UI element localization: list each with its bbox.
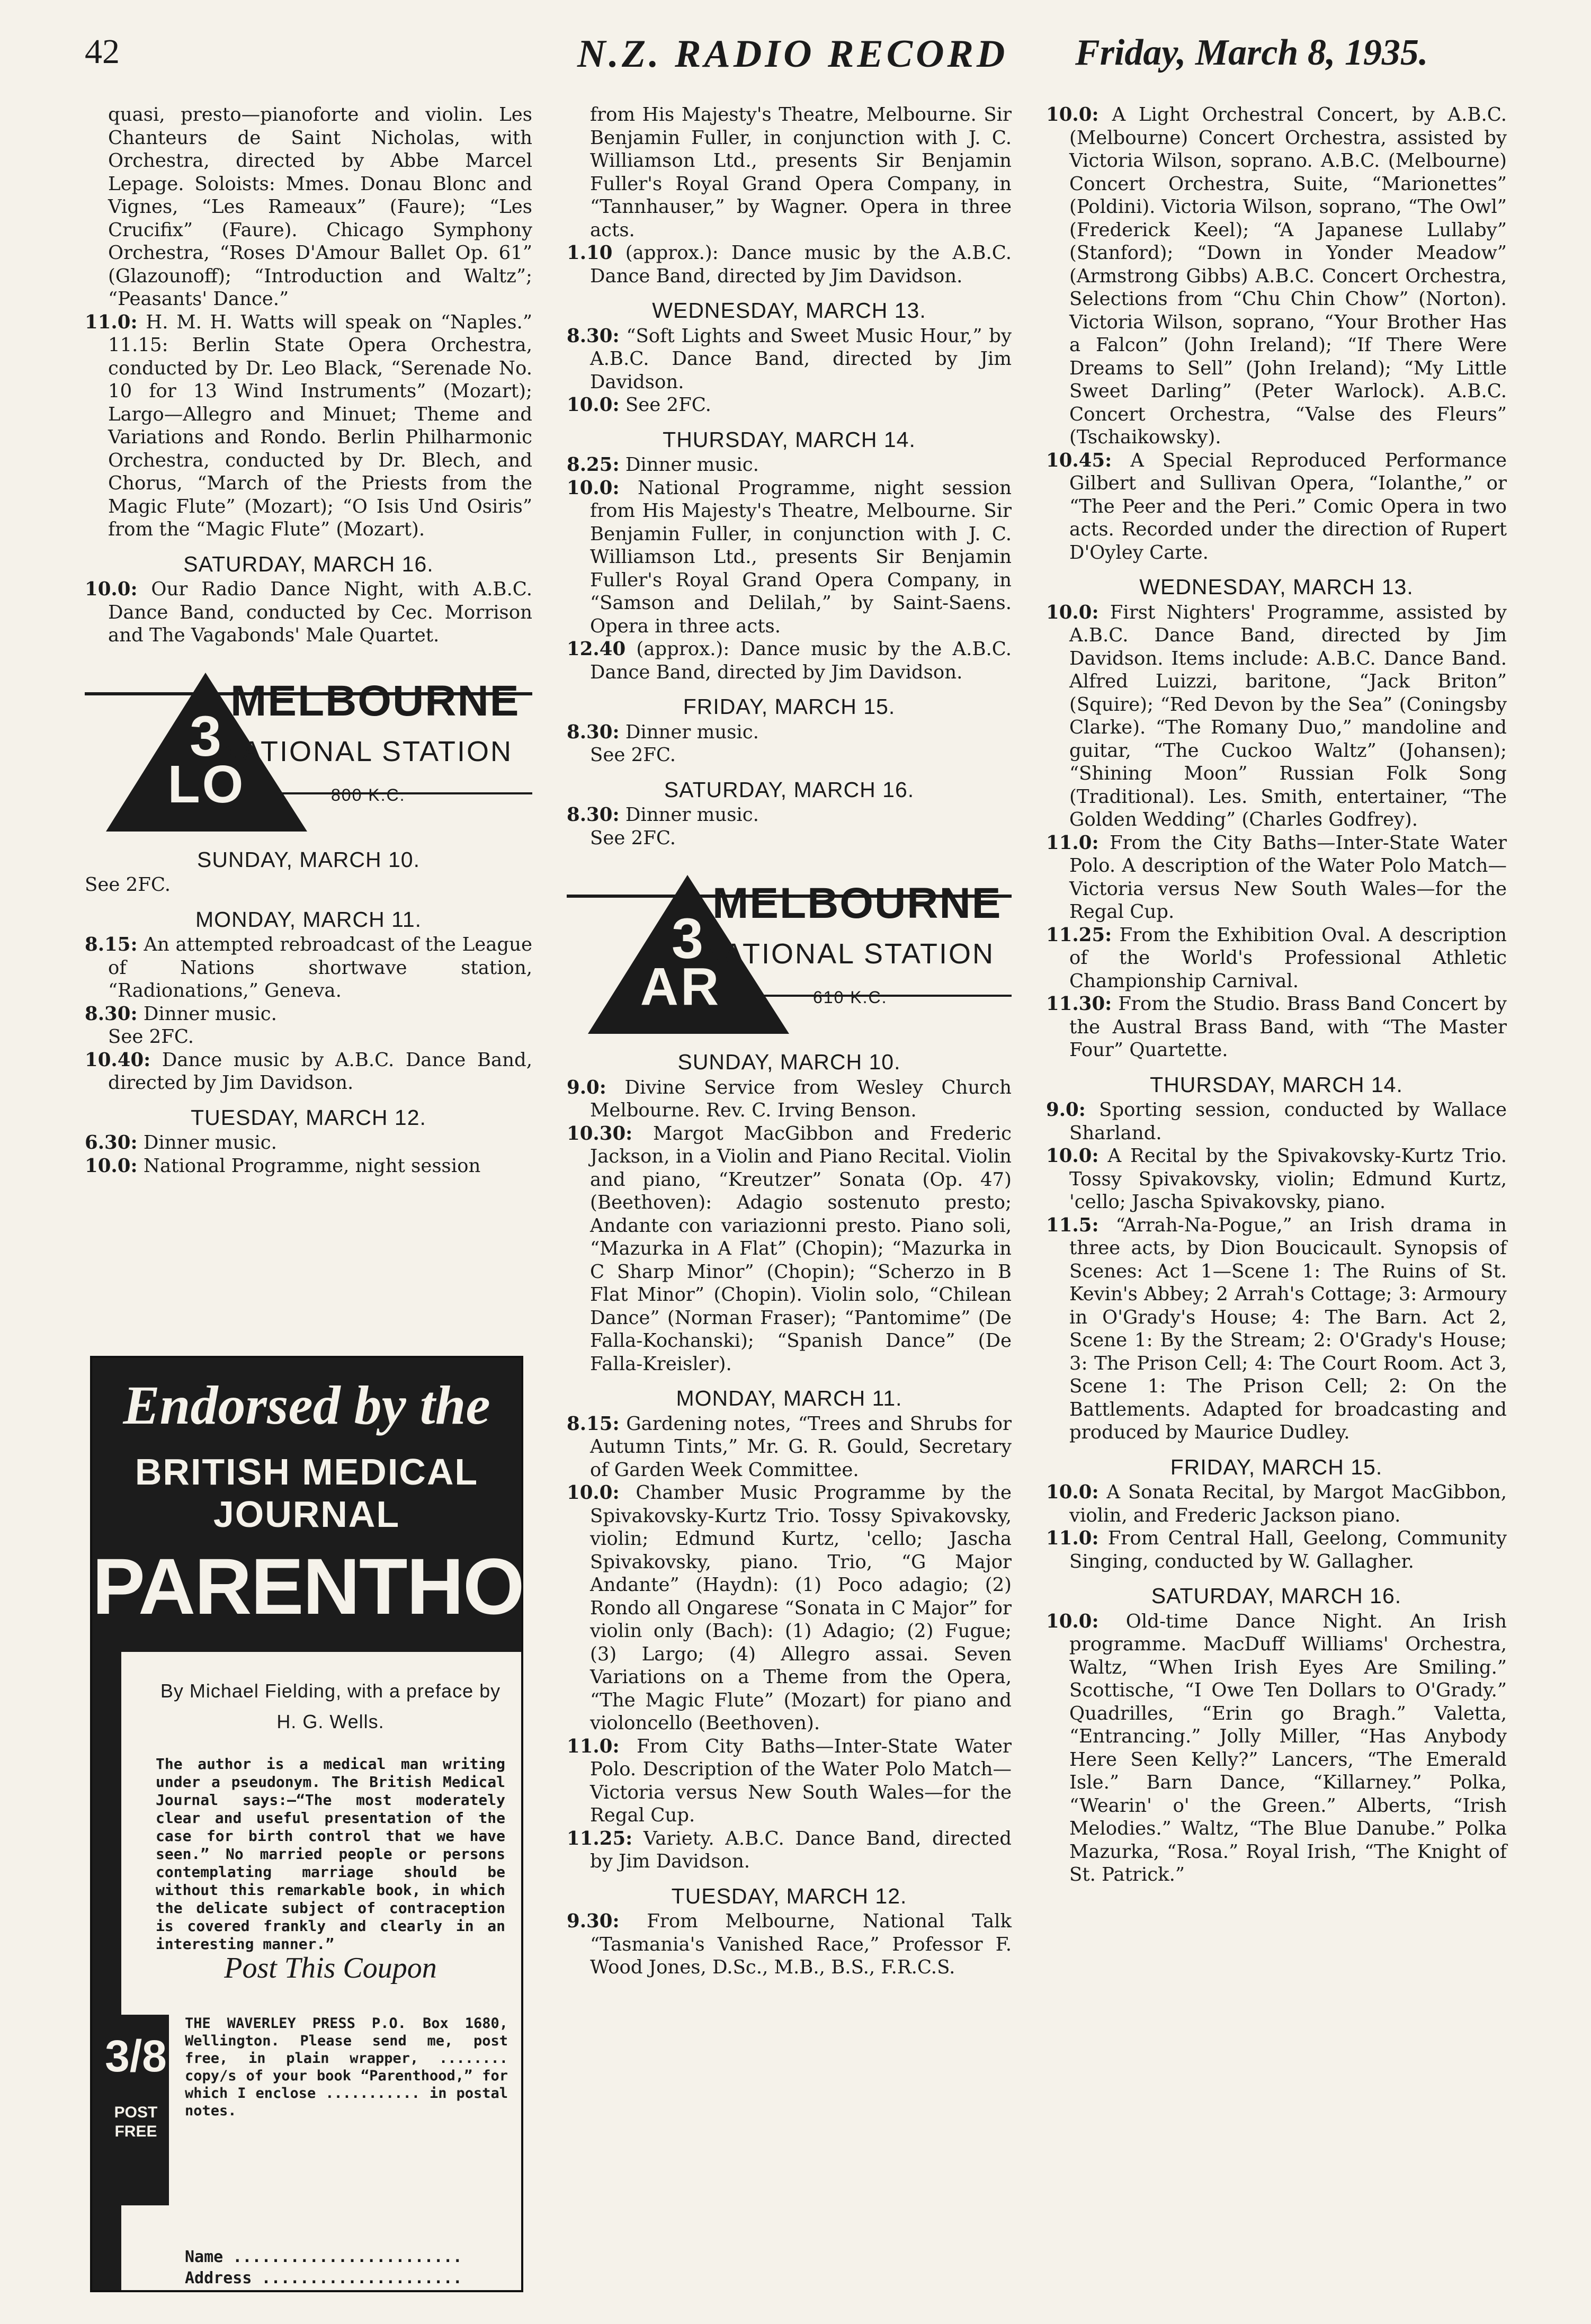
entry-text: Gardening notes, “Trees and Shrubs for Autumn Tints,” Mr. G. R. Gould, Secretary of Garden Week Committee. — [590, 1413, 1012, 1481]
ad-post-free: POST FREE — [114, 2104, 158, 2140]
programme-entry — [567, 1910, 1012, 1979]
entry-time: 10.0: — [1046, 1610, 1099, 1632]
programme-entry — [567, 638, 1012, 684]
station-subtitle: NATIONAL STATION — [702, 938, 995, 970]
programme-entry — [85, 1003, 532, 1026]
entry-text: “Soft Lights and Sweet Music Hour,” by A.B.C. Dance Band, directed by Jim Davidson. — [590, 325, 1012, 393]
entry-text: National Programme, night session from His Majesty's Theatre, Melbourne. Sir Benjamin Fuller, in conjunction with J. C. Williamson Ltd., presents Sir Benjamin Fuller's Royal Grand Opera Company, in “Samson and Delilah,” by Saint-Saens. Opera in three acts. — [590, 477, 1012, 637]
day-heading: THURSDAY, MARCH 14. — [663, 427, 916, 452]
programme-entry — [567, 1735, 1012, 1827]
programme-entry — [567, 803, 1012, 827]
ad-bmj-line: BRITISH MEDICAL — [135, 1451, 479, 1492]
day-heading: MONDAY, MARCH 11. — [676, 1386, 902, 1410]
entry-time: 8.30: — [85, 1003, 138, 1025]
entry-time: 10.45: — [1046, 449, 1112, 471]
ad-byline: By Michael Fielding, with a preface by H. G. Wells. — [160, 1680, 501, 1732]
entry-text: Sporting session, conducted by Wallace Sharland. — [1069, 1099, 1507, 1144]
station-name: MELBOURNE — [230, 676, 520, 725]
entry-text: Dinner music. — [143, 1132, 277, 1154]
station-banner-3ar — [567, 864, 1012, 1039]
station-letters: LO — [167, 754, 246, 814]
programme-entry — [1046, 1098, 1507, 1145]
programme-entry — [1046, 1481, 1507, 1527]
programme-entry — [1046, 103, 1507, 449]
programme-entry — [85, 1131, 532, 1155]
entry-time: 10.0: — [1046, 1481, 1099, 1503]
programme-entry — [85, 578, 532, 647]
day-heading: MONDAY, MARCH 11. — [195, 907, 422, 932]
ad-price: 3/8 — [105, 2031, 167, 2081]
entry-time: 11.0: — [85, 311, 138, 333]
entry-time: 8.15: — [567, 1413, 620, 1435]
page-number: 42 — [85, 32, 120, 71]
programme-entry — [567, 394, 1012, 417]
entry-time: 11.25: — [1046, 924, 1112, 946]
entry-time: 11.0: — [1046, 1527, 1099, 1549]
programme-entry — [567, 1076, 1012, 1122]
entry-text: From the City Baths—Inter-State Water Polo. A description of the Water Polo Match—Victoria versus New South Wales—for the Regal Cup. — [1069, 832, 1507, 923]
entry-text: Variety. A.B.C. Dance Band, directed by Jim Davidson. — [590, 1827, 1012, 1872]
entry-text: (approx.): Dance music by the A.B.C. Dance Band, directed by Jim Davidson. — [590, 242, 1012, 287]
entry-text: “Arrah-Na-Pogue,” an Irish drama in three acts, by Dion Boucicault. Synopsis of Scenes: Act 1—Scene 1: The Ruins of St. Kevin's Abbey; 2 Arrah's Cottage; 3: Armoury in O'Grady's House; 4: The Barn. Act 2, Scene 1: By the Stream; 2: O'Grady's House; 3: The Prison Cell; 4: The Court Room. Act 3, Scene 1: The Prison Cell; 2: On the Battlements. Adapted for broadcasting and produced by Maurice Dudley. — [1069, 1214, 1507, 1443]
entry-text: From the Exhibition Oval. A description of the World's Professional Athletic Championship Carnival. — [1069, 924, 1507, 992]
entry-time: 10.0: — [1046, 104, 1099, 126]
entry-text: See 2FC. — [590, 744, 676, 766]
entry-text: See 2FC. — [625, 394, 711, 416]
entry-text: H. M. H. Watts will speak on “Naples.” 11.15: Berlin State Opera Orchestra, conducted by Dr. Leo Black, “Serenade No. 10 for 13 Wind Instruments” (Mozart); Largo—Allegro and Minuet; Theme and Variations and Rondo. Berlin Philharmonic Orchestra, conducted by Dr. Blech, and Chorus, “March of the Priests from the Magic Flute” (Mozart); “O Isis Und Osiris” from the “Magic Flute” (Mozart). — [108, 311, 532, 540]
entry-text: Dinner music. — [625, 804, 759, 826]
entry-text: See 2FC. — [590, 827, 676, 849]
station-subtitle: NATIONAL STATION — [220, 735, 513, 767]
entry-time: 9.0: — [567, 1076, 606, 1098]
entry-text: from His Majesty's Theatre, Melbourne. Sir Benjamin Fuller, in conjunction with J. C. Williamson Ltd., presents Sir Benjamin Fuller's Royal Grand Opera Company, in “Tannhauser,” by Wagner. Opera in three acts. — [590, 104, 1012, 241]
entry-text: Margot MacGibbon and Frederic Jackson, in a Violin and Piano Recital. Violin and piano, “Kreutzer” Sonata (Op. 47) (Beethoven): Adagio sostenuto presto; Andante con variazionni presto. Piano soli, “Mazurka in A Flat” (Chopin); “Mazurka in C Sharp Minor” (Chopin); “Scherzo in B Flat Minor” (Chopin). Violin solo, “Chilean Dance” (Norman Fraser); “Pantomime” (De Falla-Kochanski); “Spanish Dance” (De Falla-Kreisler). — [590, 1122, 1012, 1375]
entry-time: 9.30: — [567, 1910, 620, 1932]
day-heading: WEDNESDAY, MARCH 13. — [1139, 575, 1414, 599]
day-heading: SUNDAY, MARCH 10. — [677, 1050, 901, 1074]
entry-time: 10.40: — [85, 1049, 151, 1071]
column-2 — [567, 103, 1012, 1979]
programme-entry — [85, 1049, 532, 1095]
ad-name-line[interactable]: Name ........................ — [185, 2248, 462, 2266]
programme-continuation — [85, 103, 532, 311]
programme-entry — [1046, 1214, 1507, 1444]
entry-time: 11.0: — [1046, 832, 1099, 854]
entry-time: 10.0: — [85, 1155, 138, 1177]
day-heading: THURSDAY, MARCH 14. — [1150, 1072, 1403, 1097]
ad-coupon-text: THE WAVERLEY PRESS P.O. Box 1680, Wellington. Please send me, post free, in plain wrapper, ........ copy/s of your book “Parenthood,” for which I enclose ........... in postal notes. — [185, 2015, 508, 2119]
ad-post-coupon-heading: Post This Coupon — [224, 1952, 437, 1985]
day-heading: FRIDAY, MARCH 15. — [683, 694, 896, 719]
entry-text: (approx.): Dance music by the A.B.C. Dance Band, directed by Jim Davidson. — [590, 638, 1012, 683]
entry-text: From City Baths—Inter-State Water Polo. Description of the Water Polo Match—Victoria versus New South Wales—for the Regal Cup. — [590, 1735, 1012, 1826]
ad-book-title: PARENTHOOD — [92, 1542, 641, 1631]
ad-journal-line: JOURNAL — [213, 1494, 400, 1535]
entry-time: 8.25: — [567, 454, 620, 476]
entry-time: 8.15: — [85, 934, 138, 955]
programme-entry — [567, 1481, 1012, 1735]
entry-text: From Melbourne, National Talk “Tasmania's Vanished Race,” Professor F. Wood Jones, D.Sc., M.B., B.S., F.R.C.S. — [590, 1910, 1012, 1978]
entry-text: quasi, presto—pianoforte and violin. Les Chanteurs de Saint Nicholas, with Orchestra, directed by Abbe Marcel Lepage. Soloists: Mmes. Donau Blonc and Vignes, “Les Rameaux” (Faure); “Les Crucifix” (Faure). Chicago Symphony Orchestra, “Roses D'Amour Ballet Op. 61” (Glazounoff); “Introduction and Waltz”; “Peasants' Dance.” — [108, 104, 532, 310]
station-frequency: 610 K.C. — [813, 988, 888, 1007]
entry-time: 10.0: — [1046, 601, 1099, 623]
ad-address-line[interactable]: Address ..................... — [185, 2269, 462, 2287]
ad-address-label: Address — [185, 2269, 252, 2287]
entry-time: 11.30: — [1046, 993, 1112, 1015]
station-digit: 3 — [671, 906, 704, 970]
entry-text: Chamber Music Programme by the Spivakovsky-Kurtz Trio. Tossy Spivakovsky, violin; Edmund Kurtz, 'cello; Jascha Spivakovsky, piano. Trio, “G Major Andante” (Haydn): (1) Poco adagio; (2) Rondo all Ongarese “Sonata in C Major” for violin only (Bach): (1) Adagio; (2) Fugue; (3) Largo; (4) Allegro assai. Seven Variations on a Theme from the Opera, “The Magic Flute” (Mozart) for piano and violoncello (Beethoven). — [590, 1482, 1012, 1734]
ad-price-box — [103, 2015, 169, 2205]
day-heading: WEDNESDAY, MARCH 13. — [652, 298, 926, 323]
programme-entry — [85, 933, 532, 1003]
entry-time: 9.0: — [1046, 1099, 1086, 1121]
day-heading: SUNDAY, MARCH 10. — [196, 847, 421, 872]
day-heading: SATURDAY, MARCH 16. — [664, 777, 915, 802]
programme-entry — [85, 873, 532, 897]
programme-entry — [567, 1413, 1012, 1482]
programme-entry — [85, 1155, 532, 1178]
programme-entry — [1046, 1527, 1507, 1573]
ad-endorsed-line: Endorsed by the — [123, 1375, 490, 1436]
day-heading: TUESDAY, MARCH 12. — [191, 1105, 426, 1130]
programme-entry — [1046, 1145, 1507, 1214]
column-1 — [85, 103, 532, 1177]
entry-time: 10.0: — [567, 477, 620, 499]
programme-entry — [1046, 832, 1507, 924]
entry-text: From the Studio. Brass Band Concert by the Austral Brass Band, with “The Master Four” Quartette. — [1069, 993, 1507, 1061]
programme-entry — [85, 311, 532, 541]
station-frequency: 800 K.C. — [331, 785, 406, 805]
day-heading: SATURDAY, MARCH 16. — [1151, 1584, 1402, 1608]
entry-time: 10.0: — [567, 394, 620, 416]
entry-time: 11.0: — [567, 1735, 620, 1757]
programme-entry — [567, 242, 1012, 288]
entry-text: National Programme, night session — [143, 1155, 481, 1177]
entry-time: 1.10 — [567, 242, 613, 264]
day-heading: SATURDAY, MARCH 16. — [183, 551, 434, 576]
entry-time: 10.0: — [85, 578, 138, 600]
programme-entry — [567, 1827, 1012, 1873]
entry-text: See 2FC. — [108, 1026, 194, 1048]
column-3 — [1046, 103, 1507, 1887]
programme-entry — [567, 477, 1012, 638]
entry-time: 11.5: — [1046, 1214, 1099, 1236]
day-heading: TUESDAY, MARCH 12. — [671, 1883, 907, 1908]
entry-time: 12.40 — [567, 638, 626, 660]
programme-entry — [567, 325, 1012, 394]
programme-entry — [1046, 924, 1507, 993]
station-name: MELBOURNE — [712, 879, 1002, 927]
station-digit: 3 — [189, 703, 222, 768]
day-heading: FRIDAY, MARCH 15. — [1170, 1454, 1383, 1479]
entry-text: Divine Service from Wesley Church Melbourne. Rev. C. Irving Benson. — [590, 1076, 1012, 1121]
entry-text: Dance music by A.B.C. Dance Band, directed by Jim Davidson. — [108, 1049, 532, 1094]
entry-text: See 2FC. — [85, 874, 171, 896]
page-header — [0, 32, 1591, 90]
entry-time: 10.0: — [567, 1482, 620, 1504]
station-letters: AR — [640, 957, 721, 1016]
programme-continuation — [567, 103, 1012, 242]
entry-text: A Sonata Recital, by Margot MacGibbon, violin, and Frederic Jackson piano. — [1069, 1481, 1507, 1526]
programme-entry — [567, 1122, 1012, 1376]
entry-text: A Light Orchestral Concert, by A.B.C. (Melbourne) Concert Orchestra, assisted by Victoria Wilson, soprano. A.B.C. (Melbourne) Concert Orchestra, Suite, “Marionettes” (Poldini). Victoria Wilson, soprano, “The Owl” (Frederick Keel); “A Japanese Lullaby” (Stanford); “Down in Yonder Meadow” (Armstrong Gibbs) A.B.C. Concert Orchestra, Selections from “Chu Chin Chow” (Norton). Victoria Wilson, soprano, “Your Brother Has a Falcon” (John Ireland); “If There Were Dreams to Sell” (John Ireland); “My Little Sweet Darling” (Peter Warlock). A.B.C. Concert Orchestra, “Valse des Fleurs” (Tschaikowsky). — [1069, 104, 1507, 448]
entry-text: First Nighters' Programme, assisted by A.B.C. Dance Band, directed by Jim Davidson. Items include: A.B.C. Dance Band. Alfred Luizzi, baritone, “Jack Briton” (Squire); “Red Devon by the Sea” (Coningsby Clarke). “The Romany Duo,” mandoline and guitar, “The Cuckoo Waltz” (Johansen); “Shining Moon” Russian Folk Song (Traditional). Les. Smith, entertainer, “The Golden Wedding” (Charles Godfrey). — [1069, 601, 1507, 830]
entry-text: Old-time Dance Night. An Irish programme. MacDuff Williams' Orchestra, Waltz, “When Irish Eyes Are Smiling.” Scottische, “I Owe Ten Dollars to O'Grady.” Quadrilles, “Erin go Bragh.” Valetta, “Entrancing.” Jolly Miller, “Has Anybody Here Seen Kelly?” Lancers, “The Emerald Isle.” Barn Dance, “Killarney.” Polka, “Wearin' o' the Green.” Alberts, “Irish Melodies.” Waltz, “The Blue Danube.” Polka Mazurka, “Rosa.” Royal Irish, “The Knight of St. Patrick.” — [1069, 1610, 1507, 1885]
entry-text: Dinner music. — [625, 721, 759, 743]
programme-entry — [1046, 1610, 1507, 1887]
programme-entry — [567, 744, 1012, 767]
entry-text: An attempted rebroadcast of the League of Nations shortwave station, “Radionations,” Geneva. — [108, 934, 532, 1002]
entry-text: Dinner music. — [143, 1003, 277, 1025]
programme-entry — [567, 453, 1012, 477]
programme-entry — [85, 1025, 532, 1049]
programme-entry — [567, 827, 1012, 850]
issue-date: Friday, March 8, 1935. — [1075, 32, 1428, 73]
entry-text: From Central Hall, Geelong, Community Singing, conducted by W. Gallagher. — [1069, 1527, 1507, 1572]
programme-entry — [1046, 601, 1507, 832]
programme-entry — [567, 721, 1012, 744]
entry-time: 11.25: — [567, 1827, 633, 1849]
entry-text: A Recital by the Spivakovsky-Kurtz Trio. Tossy Spivakovsky, violin; Edmund Kurtz, 'cello; Jascha Spivakovsky, piano. — [1069, 1145, 1507, 1213]
entry-text: Our Radio Dance Night, with A.B.C. Dance Band, conducted by Cec. Morrison and The Vagabonds' Male Quartet. — [108, 578, 532, 646]
station-banner-3lo — [85, 662, 532, 837]
entry-time: 6.30: — [85, 1132, 138, 1154]
ad-name-label: Name — [185, 2248, 224, 2266]
entry-text: Dinner music. — [625, 454, 759, 476]
entry-time: 8.30: — [567, 804, 620, 826]
entry-time: 10.0: — [1046, 1145, 1099, 1167]
entry-time: 8.30: — [567, 721, 620, 743]
entry-time: 8.30: — [567, 325, 620, 347]
entry-text: A Special Reproduced Performance Gilbert and Sullivan Opera, “Iolanthe,” or “The Peer and the Peri.” Comic Opera in two acts. Recorded under the direction of Rupert D'Oyley Carte. — [1069, 449, 1507, 564]
programme-entry — [1046, 993, 1507, 1062]
masthead: N.Z. RADIO RECORD — [577, 32, 1008, 76]
entry-time: 10.30: — [567, 1122, 633, 1145]
ad-blurb: The author is a medical man writing under a pseudonym. The British Medical Journal says:—“The most moderately clear and useful presentation of the case for birth control that we have seen.” No married people or persons contemplating marriage should be without this remarkable book, in which the delicate subject of contraception is covered frankly and clearly in an interesting manner.” — [156, 1755, 505, 1953]
programme-entry — [1046, 449, 1507, 565]
